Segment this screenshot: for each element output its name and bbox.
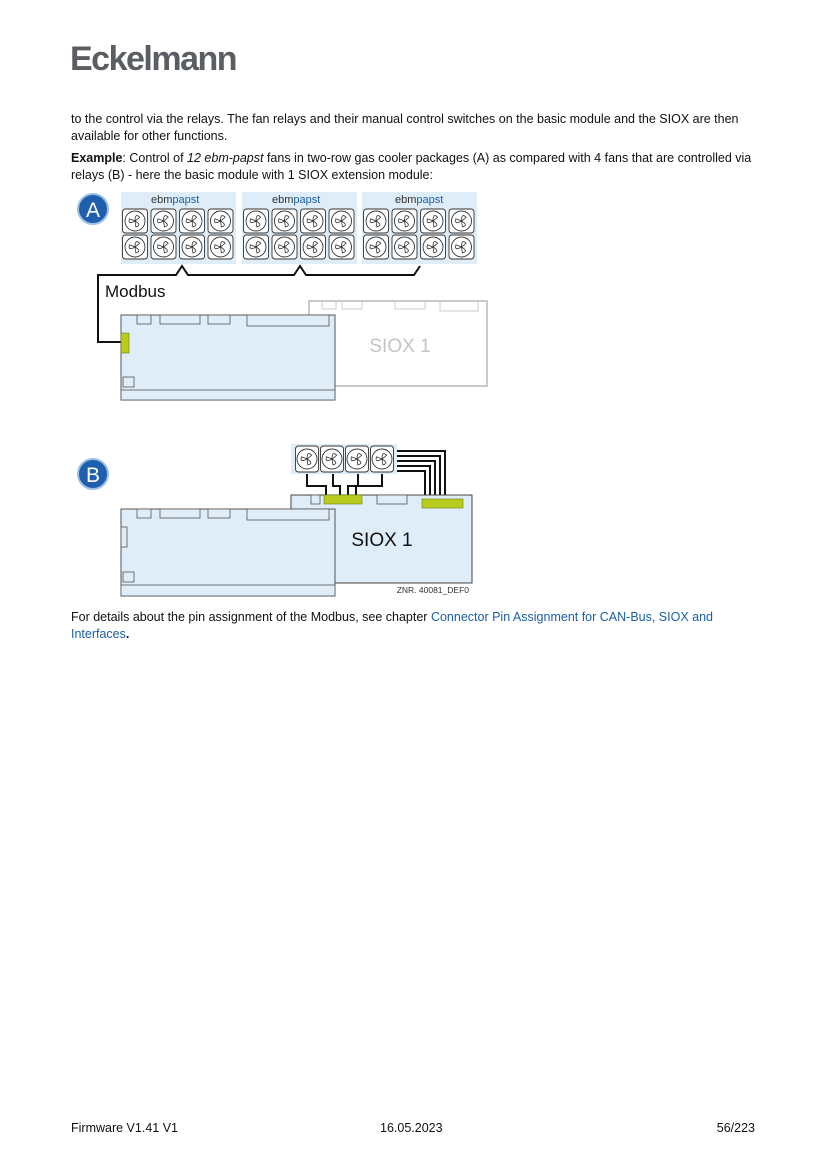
intro-paragraph: to the control via the relays. The fan relays and their manual control switches on the basic module and the SIOX are then available for other functions. — [71, 112, 739, 143]
fan-icon — [392, 235, 417, 259]
siox-module-a — [309, 301, 487, 386]
brand-papst: papst — [172, 194, 200, 206]
marker-a-label: A — [85, 199, 101, 222]
fan-icon — [392, 209, 417, 233]
modbus-label: Modbus — [105, 282, 166, 301]
fan-icon — [151, 209, 176, 233]
example-italic: 12 ebm-papst — [187, 151, 264, 165]
example-label: Example — [71, 151, 123, 165]
svg-text:ebmpapst: ebmpapst — [395, 194, 444, 206]
marker-b-label: B — [85, 464, 101, 487]
example-rest: fans in two-row gas cooler packages (A) as compared with 4 fans that are controlled via relays (B) - here the basic module with 1 SIOX extension module: — [71, 151, 752, 182]
fan-icon — [180, 209, 205, 233]
fan-icon — [296, 446, 319, 472]
fan-icon — [321, 446, 344, 472]
fan-icon — [244, 235, 269, 259]
drawing-number: ZNR. 40081_DEF0 — [396, 585, 469, 595]
details-post: . — [125, 627, 130, 641]
fan-icon — [421, 235, 446, 259]
fan-icon — [364, 209, 389, 233]
footer-page: 56/223 — [716, 1121, 755, 1135]
example-sep: : Control of — [122, 151, 188, 165]
fan-icon — [123, 209, 148, 233]
details-pre: For details about the pin assignment of the Modbus, see chapter — [71, 610, 431, 624]
fan-icon — [208, 209, 233, 233]
details-paragraph — [71, 609, 761, 643]
fan-icon — [371, 446, 394, 472]
fan-icon — [151, 235, 176, 259]
basic-module-a — [121, 315, 335, 400]
siox-b-label: SIOX 1 — [351, 530, 413, 551]
fan-icon — [272, 235, 297, 259]
chapter-link[interactable]: Connector Pin Assignment for CAN-Bus, SIOX and Interfaces — [71, 610, 714, 641]
fan-icon — [449, 235, 474, 259]
svg-text:ebmpapst — [151, 194, 199, 206]
svg-text:ebmpapst: ebmpapst — [272, 194, 321, 206]
fan-icon — [208, 235, 233, 259]
fan-icon — [329, 209, 354, 233]
basic-module-b — [121, 509, 335, 596]
footer-version: Firmware V1.41 V1 — [71, 1121, 178, 1135]
fan-icon — [123, 235, 148, 259]
fan-icon — [301, 235, 326, 259]
fan-icon — [449, 209, 474, 233]
brand-ebm: ebm — [151, 194, 173, 206]
fan-icon — [180, 235, 205, 259]
fan-icon — [346, 446, 369, 472]
fan-icon — [329, 235, 354, 259]
footer-date: 16.05.2023 — [380, 1121, 443, 1135]
fan-icon — [421, 209, 446, 233]
fan-icon — [244, 209, 269, 233]
fan-icon — [272, 209, 297, 233]
siox-a-label: SIOX 1 — [369, 336, 431, 357]
fan-icon — [301, 209, 326, 233]
company-logo: Eckelmann — [70, 40, 237, 78]
fan-icon — [364, 235, 389, 259]
